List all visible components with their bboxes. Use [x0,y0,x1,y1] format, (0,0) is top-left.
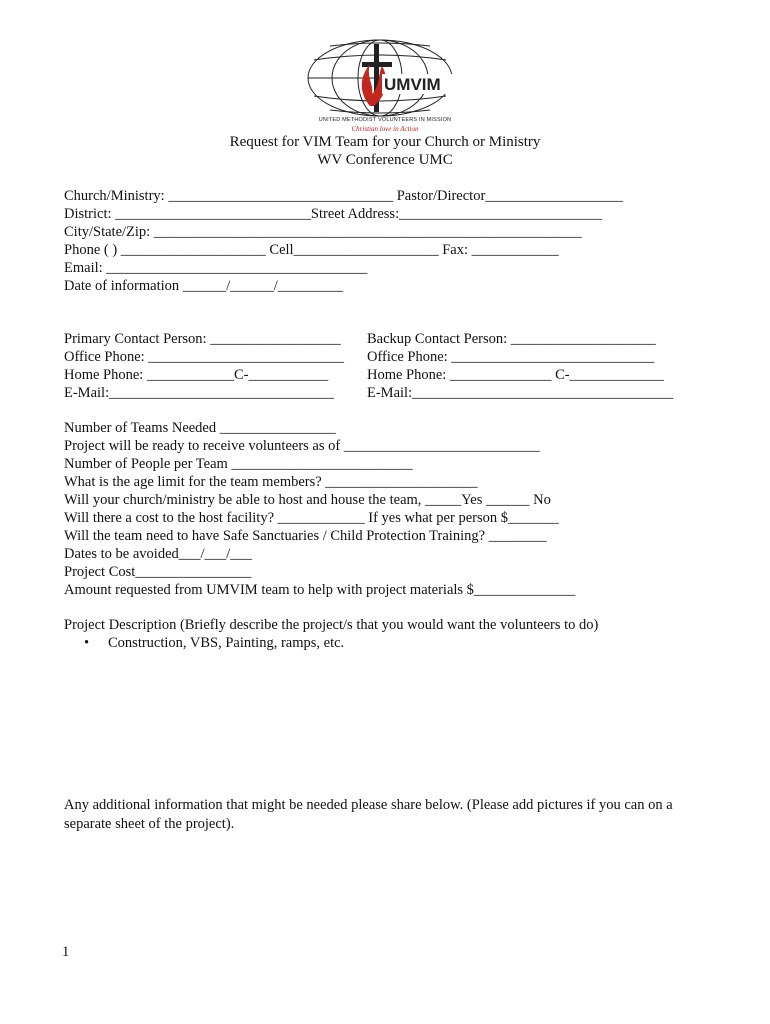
primary-email-line: E-Mail:_______________________________ [64,385,334,401]
district-line: District: ___________________________Street Address:____________________________ [64,206,603,222]
primary-office-phone-line: Office Phone: ___________________________ [64,349,345,365]
backup-office-phone-line: Office Phone: ____________________________ [367,349,655,365]
people-per-team-line: Number of People per Team _________________________ [64,456,413,472]
additional-info-line1: Any additional information that might be needed please share below. (Please add pictures if you can on a [64,797,673,813]
safe-sanctuaries-line: Will the team need to have Safe Sanctuaries / Child Protection Training? ________ [64,528,547,544]
teams-needed-line: Number of Teams Needed ________________ [64,420,336,436]
host-cost-line: Will there a cost to the host facility? ____________ If yes what per person $_______ [64,510,559,526]
form-title: Request for VIM Team for your Church or Ministry [229,134,541,150]
page-number: 1 [62,944,70,960]
project-cost-line: Project Cost________________ [64,564,252,580]
logo-tagline: UNITED METHODIST VOLUNTEERS IN MISSION [318,117,452,123]
primary-contact-line: Primary Contact Person: __________________ [64,331,341,347]
date-of-information-line: Date of information ______/______/_________ [64,278,344,294]
host-house-line: Will your church/ministry be able to host and house the team, _____Yes ______ No [64,492,551,508]
logo-motto: Christian love in Action [351,125,419,133]
backup-home-phone-line: Home Phone: ______________ C-_____________ [367,367,664,383]
phone-line: Phone ( ) ____________________ Cell____________________ Fax: ____________ [64,242,559,258]
bullet-icon: • [84,635,90,651]
form-subtitle: WV Conference UMC [317,152,453,168]
dates-avoided-line: Dates to be avoided___/___/___ [64,546,253,562]
email-line: Email: ____________________________________ [64,260,368,276]
church-ministry-line: Church/Ministry: _______________________________ Pastor/Director___________________ [64,188,624,204]
ready-date-line: Project will be ready to receive volunteers as of ___________________________ [64,438,540,454]
project-example-item: Construction, VBS, Painting, ramps, etc. [108,635,345,651]
backup-email-line: E-Mail:____________________________________ [367,385,674,401]
age-limit-line: What is the age limit for the team members? _____________________ [64,474,478,490]
additional-info-line2: separate sheet of the project). [64,816,235,832]
primary-home-phone-line: Home Phone: ____________C-___________ [64,367,329,383]
backup-contact-line: Backup Contact Person: ____________________ [367,331,656,347]
project-description-heading: Project Description (Briefly describe the project/s that you would want the volunteers to do) [64,617,599,633]
logo-wordmark: UMVIM [384,75,441,94]
city-state-zip-line: City/State/Zip: ___________________________________________________________ [64,224,582,240]
amount-requested-line: Amount requested from UMVIM team to help with project materials $______________ [64,582,576,598]
